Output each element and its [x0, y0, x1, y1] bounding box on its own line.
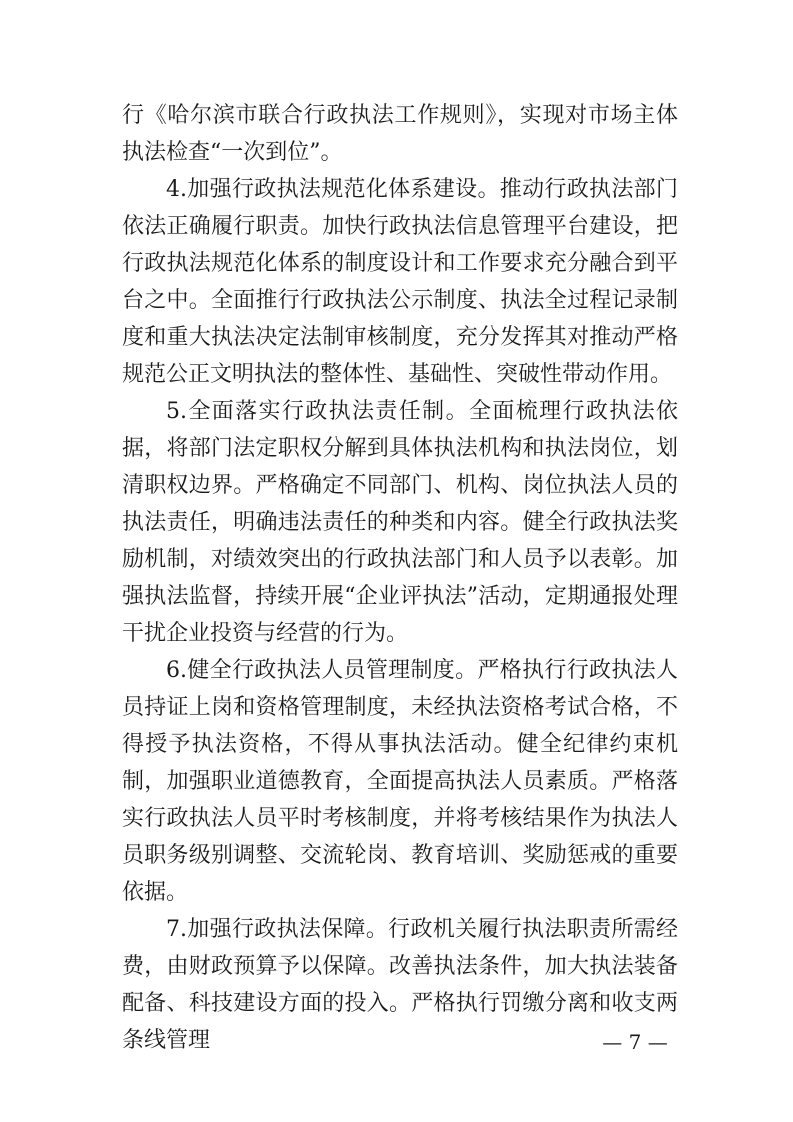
paragraph-3: 5.全面落实行政执法责任制。全面梳理行政执法依据，将部门法定职权分解到具体执法机构和执法岗位，划清职权边界。严格确定不同部门、机构、岗位执法人员的执法责任，明确违法责任的种类和内容。健全行政执法奖励机制，对绩效突出的行政执法部门和人员予以表彰。加强执法监督，持续开展“企业评执法”活动，定期通报处理干扰企业投资与经营的行为。 [122, 399, 678, 646]
paragraph-4: 6.健全行政执法人员管理制度。严格执行行政执法人员持证上岗和资格管理制度，未经执法资格考试合格，不得授予执法资格，不得从事执法活动。健全纪律约束机制，加强职业道德教育，全面提高执法人员素质。严格落实行政执法人员平时考核制度，并将考核结果作为执法人员职务级别调整、交流轮岗、教育培训、奖励惩戒的重要依据。 [122, 658, 678, 905]
document-body [122, 97, 678, 1059]
paragraph-1: 行《哈尔滨市联合行政执法工作规则》，实现对市场主体执法检查“一次到位”。 [122, 103, 678, 165]
page-number: — 7 — [602, 1030, 668, 1054]
paragraph-5: 7.加强行政执法保障。行政机关履行执法职责所需经费，由财政预算予以保障。改善执法条件，加大执法装备配备、科技建设方面的投入。严格执行罚缴分离和收支两条线管理 [122, 917, 678, 1053]
paragraph-2: 4.加强行政执法规范化体系建设。推动行政执法部门依法正确履行职责。加快行政执法信息管理平台建设，把行政执法规范化体系的制度设计和工作要求充分融合到平台之中。全面推行行政执法公示制度、执法全过程记录制度和重大执法决定法制审核制度，充分发挥其对推动严格规范公正文明执法的整体性、基础性、突破性带动作用。 [122, 177, 678, 387]
